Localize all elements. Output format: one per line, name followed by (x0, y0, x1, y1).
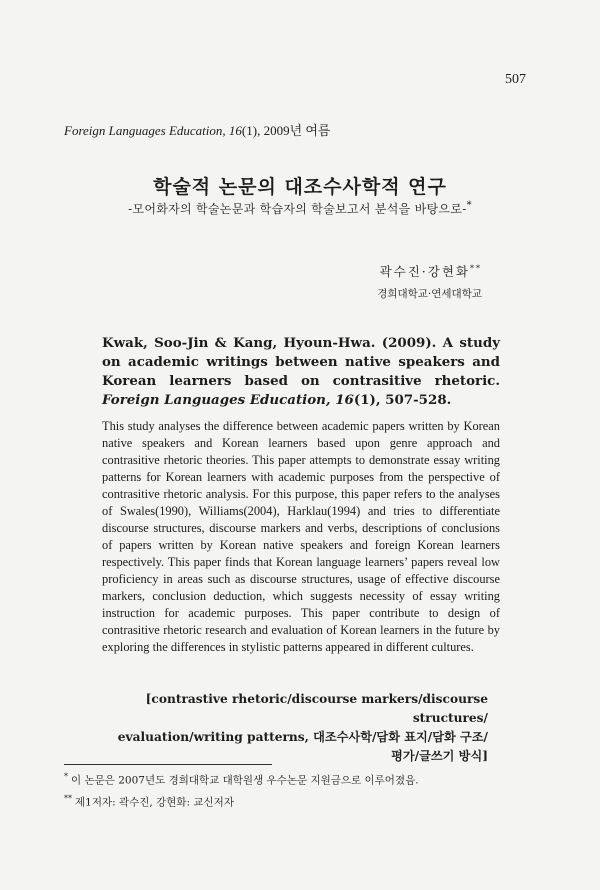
subtitle-text: -모어화자의 학술논문과 학습자의 학술보고서 분석을 바탕으로- (128, 202, 467, 216)
journal-issue: (1), 2009년 여름 (241, 123, 331, 138)
subtitle-footnote-mark: * (466, 200, 472, 211)
keywords-line-1: [contrastive rhetoric/discourse markers/discourse structures/ (145, 692, 488, 725)
citation-tail: (1), 507-528. (353, 392, 452, 408)
paper-title: 학술적 논문의 대조수사학적 연구 (153, 176, 447, 198)
footnote-divider (64, 764, 272, 765)
authors (380, 262, 482, 280)
journal-name: Foreign Languages Education, (64, 123, 226, 138)
footnote-2 (64, 794, 234, 810)
keywords-line-3: 평가/글쓰기 방식] (391, 749, 488, 763)
journal-volume: 16 (228, 123, 242, 138)
page-number: 507 (505, 72, 526, 87)
keywords (108, 690, 488, 766)
journal-header (64, 120, 331, 139)
keywords-line-2: evaluation/writing patterns, 대조수사학/담화 표지/담화 구조/ (117, 730, 488, 744)
abstract: This study analyses the difference between academic papers written by Korean native speakers and Korean learners based upon genre approach and contrasitive rhetoric theories. This paper attempts to demonstrate essay writing patterns for Korean learners with academic purposes from the perspective of contrasitive rhetoric analysis. For this purpose, this paper refers to the analyses of Swales(1990), Williams(2004), Harklau(1994) and tries to differentiate discourse structures, discourse markers and verbs, descriptions of conclusions of papers written by Korean native speakers and foreign Korean learners respectively. This paper finds that Korean language learners’ papers reveal low proficiency in areas such as discourse structures, usage of effective discourse markers, conclusion deduction, which suggests necessity of essay writing instruction for academic purposes. This paper contribute to design of contrasitive rhetoric research and evaluation of Korean learners in the future by exploring the differences in stylistic patterns appeared in different cultures. (102, 419, 500, 654)
footnote-2-mark: ** (64, 794, 72, 803)
citation-lead: Kwak, Soo-Jin & Kang, Hyoun-Hwa. (2009). A study on academic writings between native speakers and Korean learners based on contrasitive rhetoric. (102, 335, 500, 389)
author-names: 곽수진·강현화 (379, 264, 470, 279)
citation (102, 334, 500, 410)
paper-subtitle (0, 200, 600, 217)
citation-journal: Foreign Languages Education, 16 (102, 392, 354, 408)
footnote-1-text: 이 논문은 2007년도 경희대학교 대학원생 우수논문 지원금으로 이루어졌음. (71, 774, 419, 787)
footnote-1-mark: * (64, 772, 68, 781)
footnote-2-text: 제1저자: 곽수진, 강현화: 교신저자 (75, 796, 234, 809)
author-footnote-mark: ** (470, 263, 482, 273)
footnote-1 (64, 772, 419, 788)
affiliations: 경희대학교·연세대학교 (377, 288, 482, 300)
